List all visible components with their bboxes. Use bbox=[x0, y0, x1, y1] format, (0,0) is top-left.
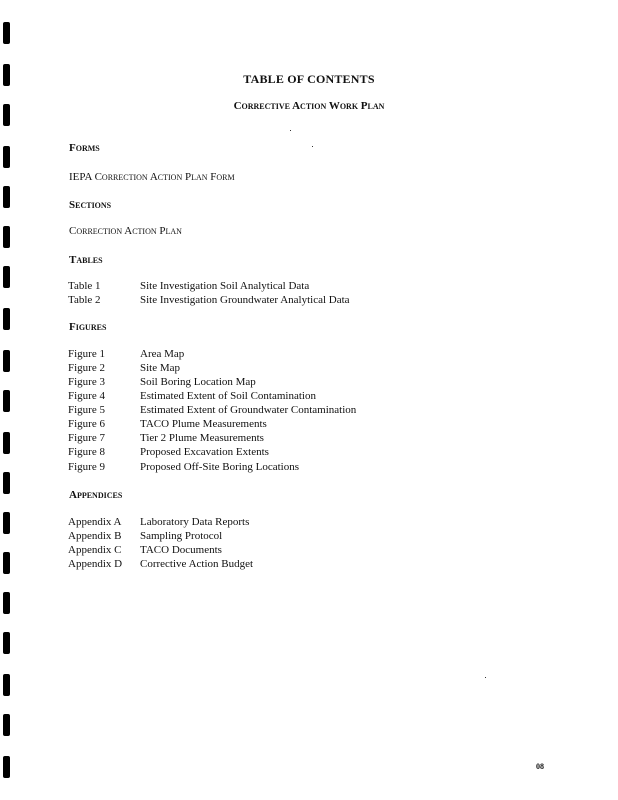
appendix-entry-label: Appendix B bbox=[68, 530, 122, 542]
figure-entry-label: Figure 2 bbox=[68, 362, 105, 374]
binder-hole bbox=[3, 350, 10, 372]
forms-heading: Forms bbox=[69, 142, 100, 154]
figure-entry bbox=[68, 348, 184, 360]
binder-hole bbox=[3, 472, 10, 494]
binder-hole bbox=[3, 714, 10, 736]
document-subtitle: Corrective Action Work Plan bbox=[233, 100, 385, 112]
binder-hole bbox=[3, 22, 10, 44]
figure-entry-title: Area Map bbox=[140, 348, 185, 360]
appendix-entry-title: Sampling Protocol bbox=[140, 530, 223, 542]
table-entry-label: Table 2 bbox=[68, 294, 101, 306]
figure-entry-label: Figure 5 bbox=[68, 404, 105, 416]
binder-hole bbox=[3, 146, 10, 168]
table-entry bbox=[68, 294, 350, 306]
appendix-entry bbox=[68, 516, 249, 528]
figure-entry bbox=[68, 362, 180, 374]
scan-speck bbox=[312, 146, 313, 147]
binder-hole bbox=[3, 512, 10, 534]
binder-hole bbox=[3, 266, 10, 288]
binder-hole bbox=[3, 226, 10, 248]
forms-item: IEPA Correction Action Plan Form bbox=[69, 171, 235, 183]
figure-entry-label: Figure 3 bbox=[68, 376, 105, 388]
figure-entry bbox=[68, 432, 264, 444]
appendix-entry-title: TACO Documents bbox=[140, 544, 222, 556]
figure-entry-title: Proposed Excavation Extents bbox=[140, 446, 269, 458]
table-entry bbox=[68, 280, 309, 292]
binder-hole bbox=[3, 632, 10, 654]
figure-entry-title: Site Map bbox=[140, 362, 181, 374]
scan-speck bbox=[290, 130, 291, 131]
table-entry-label: Table 1 bbox=[68, 280, 101, 292]
binder-hole bbox=[3, 592, 10, 614]
appendix-entry bbox=[68, 558, 253, 570]
figures-heading: Figures bbox=[69, 321, 107, 333]
figure-entry-title: Estimated Extent of Groundwater Contamination bbox=[140, 404, 357, 416]
figure-entry-label: Figure 1 bbox=[68, 348, 105, 360]
figure-entry-label: Figure 8 bbox=[68, 446, 105, 458]
appendix-entry-title: Corrective Action Budget bbox=[140, 558, 254, 570]
appendix-entry-label: Appendix A bbox=[68, 516, 122, 528]
tables-heading: Tables bbox=[69, 254, 103, 266]
table-entry-title: Site Investigation Soil Analytical Data bbox=[140, 280, 310, 292]
figure-entry-label: Figure 9 bbox=[68, 461, 105, 473]
binder-hole bbox=[3, 308, 10, 330]
figure-entry-label: Figure 6 bbox=[68, 418, 105, 430]
figure-entry bbox=[68, 461, 299, 473]
figure-entry-title: Soil Boring Location Map bbox=[140, 376, 256, 388]
table-entry-title: Site Investigation Groundwater Analytical Data bbox=[140, 294, 350, 306]
sections-heading: Sections bbox=[69, 199, 112, 211]
appendix-entry bbox=[68, 544, 222, 556]
figure-entry-title: Tier 2 Plume Measurements bbox=[140, 432, 264, 444]
figure-entry-title: Proposed Off-Site Boring Locations bbox=[140, 461, 299, 473]
figure-entry bbox=[68, 418, 267, 430]
page-mark: 08 bbox=[536, 762, 544, 771]
figure-entry-title: TACO Plume Measurements bbox=[140, 418, 267, 430]
page-title: TABLE OF CONTENTS bbox=[243, 72, 375, 86]
binder-hole bbox=[3, 390, 10, 412]
binder-holes bbox=[3, 18, 13, 788]
binder-hole bbox=[3, 552, 10, 574]
appendix-entry-label: Appendix C bbox=[68, 544, 122, 556]
binder-hole bbox=[3, 432, 10, 454]
binder-hole bbox=[3, 186, 10, 208]
figure-entry-title: Estimated Extent of Soil Contamination bbox=[140, 390, 316, 402]
scan-speck bbox=[485, 677, 486, 678]
appendix-entry bbox=[68, 530, 222, 542]
sections-item: Correction Action Plan bbox=[69, 225, 182, 237]
figure-entry-label: Figure 7 bbox=[68, 432, 105, 444]
binder-hole bbox=[3, 674, 10, 696]
figure-entry bbox=[68, 376, 256, 388]
appendix-entry-label: Appendix D bbox=[68, 558, 123, 570]
binder-hole bbox=[3, 756, 10, 778]
figure-entry bbox=[68, 404, 356, 416]
figure-entry-label: Figure 4 bbox=[68, 390, 105, 402]
appendix-entry-title: Laboratory Data Reports bbox=[140, 516, 250, 528]
figure-entry bbox=[68, 390, 316, 402]
appendices-heading: Appendices bbox=[69, 489, 123, 501]
figure-entry bbox=[68, 446, 269, 458]
